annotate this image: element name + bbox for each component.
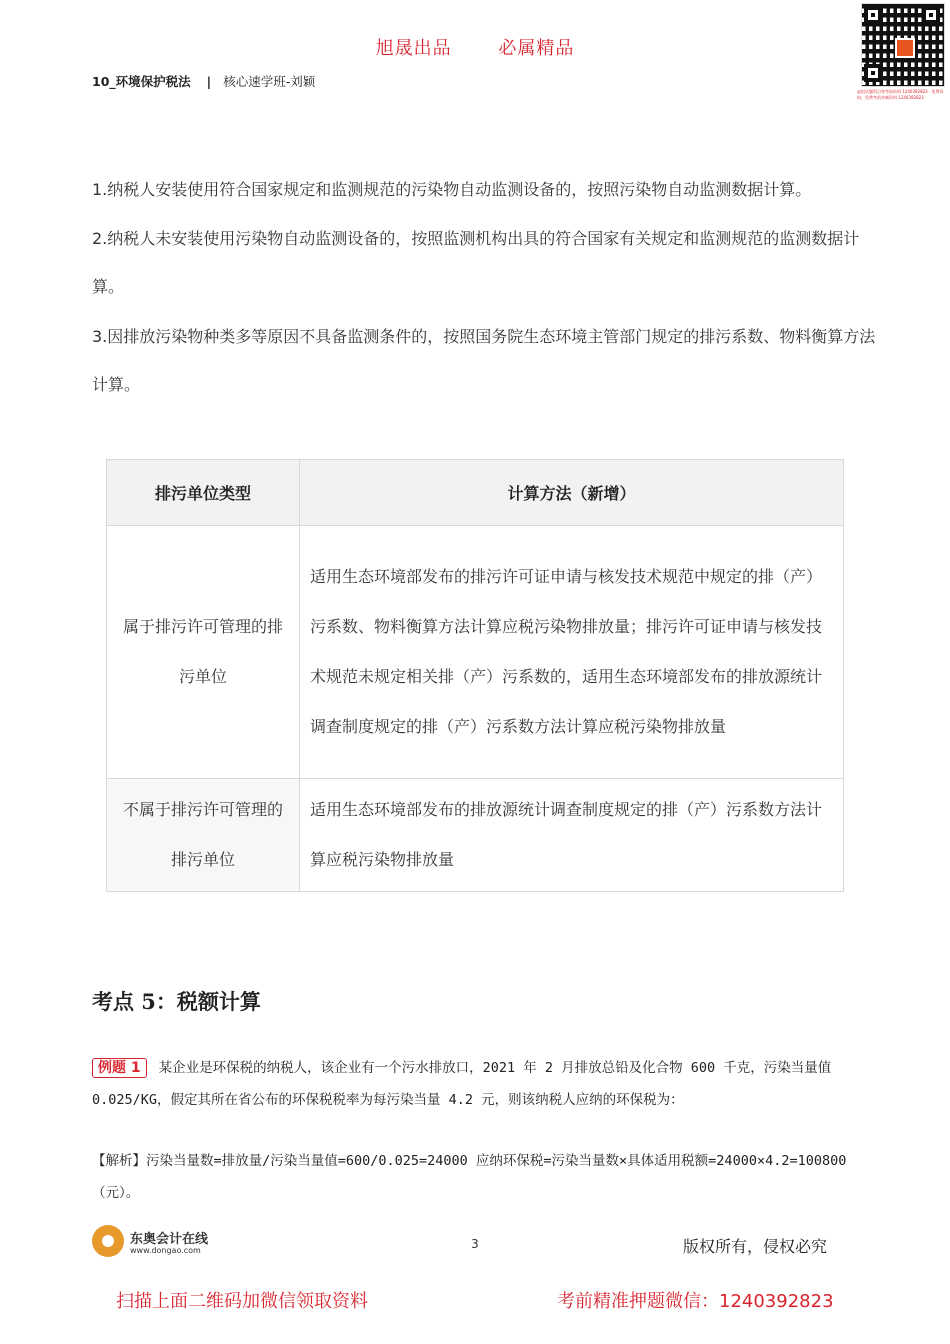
category-text: 不属于排污许可管理的排污单位 [122, 800, 283, 869]
example-question [92, 1052, 864, 1116]
paragraph-1: 1.纳税人安装使用符合国家规定和监测规范的污染物自动监测设备的，按照污染物自动监测数据计算。 [92, 180, 812, 199]
table-header-row [107, 460, 844, 526]
table-header-method: 计算方法（新增） [300, 460, 844, 526]
category-text: 属于排污许可管理的排污单位 [122, 617, 283, 686]
table-cell-method: 适用生态环境部发布的排污许可证申请与核发技术规范中规定的排（产）污系数、物料衡算方法计算应税污染物排放量；排污许可证申请与核发技术规范未规定相关排（产）污系数的，适用生态环境部发布的排放源统计调查制度规定的排（产）污系数方法计算应税污染物排放量 [300, 526, 844, 779]
qr-finder-icon [864, 64, 882, 82]
paragraph-3: 3.因排放污染物种类多等原因不具备监测条件的，按照国务院生态环境主管部门规定的排污系数、物料衡算方法计算。 [92, 327, 876, 394]
course-name: 核心速学班-刘颖 [223, 74, 316, 89]
qr-caption: 虚拟试题科目和考前资料 1240392823 · 免费资料、免费考前冲刺资料 1240392823 [857, 89, 944, 100]
qr-logo-icon [895, 38, 915, 58]
qr-finder-icon [864, 6, 882, 24]
copyright-notice: 版权所有，侵权必究 [683, 1237, 828, 1256]
logo-url: www.dongao.com [130, 1246, 201, 1255]
table-header-type: 排污单位类型 [107, 460, 300, 526]
table-cell-method: 适用生态环境部发布的排放源统计调查制度规定的排（产）污系数方法计算应税污染物排放量 [300, 779, 844, 892]
promo-left: 扫描上面二维码加微信领取资料 [116, 1291, 368, 1312]
logo-name: 东奥会计在线 [130, 1232, 209, 1247]
header-separator: | [206, 74, 212, 89]
qr-code-block [855, 3, 947, 111]
qr-finder-icon [922, 6, 940, 24]
table-row [107, 779, 844, 892]
table-row [107, 526, 844, 779]
table-cell-category [107, 779, 300, 892]
chapter-title: 10_环境保护税法 [92, 74, 191, 89]
brand-left-text: 旭晟出品 [375, 38, 452, 59]
example-tag: 例题 1 [92, 1058, 147, 1078]
page-number: 3 [471, 1237, 479, 1251]
paragraph-2: 2.纳税人未安装使用污染物自动监测设备的，按照监测机构出具的符合国家有关规定和监测规范的监测数据计算。 [92, 229, 860, 296]
table-cell-category [107, 526, 300, 779]
course-header [92, 72, 315, 90]
calculation-method-table [106, 459, 844, 892]
example-analysis: 【解析】污染当量数=排放量/污染当量值=600/0.025=24000 应纳环保税=污染当量数×具体适用税额=24000×4.2=100800（元）。 [92, 1153, 847, 1201]
brand-header [0, 34, 950, 60]
section-title: 考点 5：税额计算 [92, 989, 261, 1014]
qr-code-icon [861, 3, 945, 87]
promo-right: 考前精准押题微信：1240392823 [557, 1291, 834, 1312]
brand-right-text: 必属精品 [498, 38, 575, 59]
example-question-text: 某企业是环保税的纳税人，该企业有一个污水排放口，2021 年 2 月排放总铅及化合物 600 千克，污染当量值 0.025/KG，假定其所在省公布的环保税税率为每污染当量 4.2 元，则该纳税人应纳的环保税为： [92, 1060, 832, 1108]
